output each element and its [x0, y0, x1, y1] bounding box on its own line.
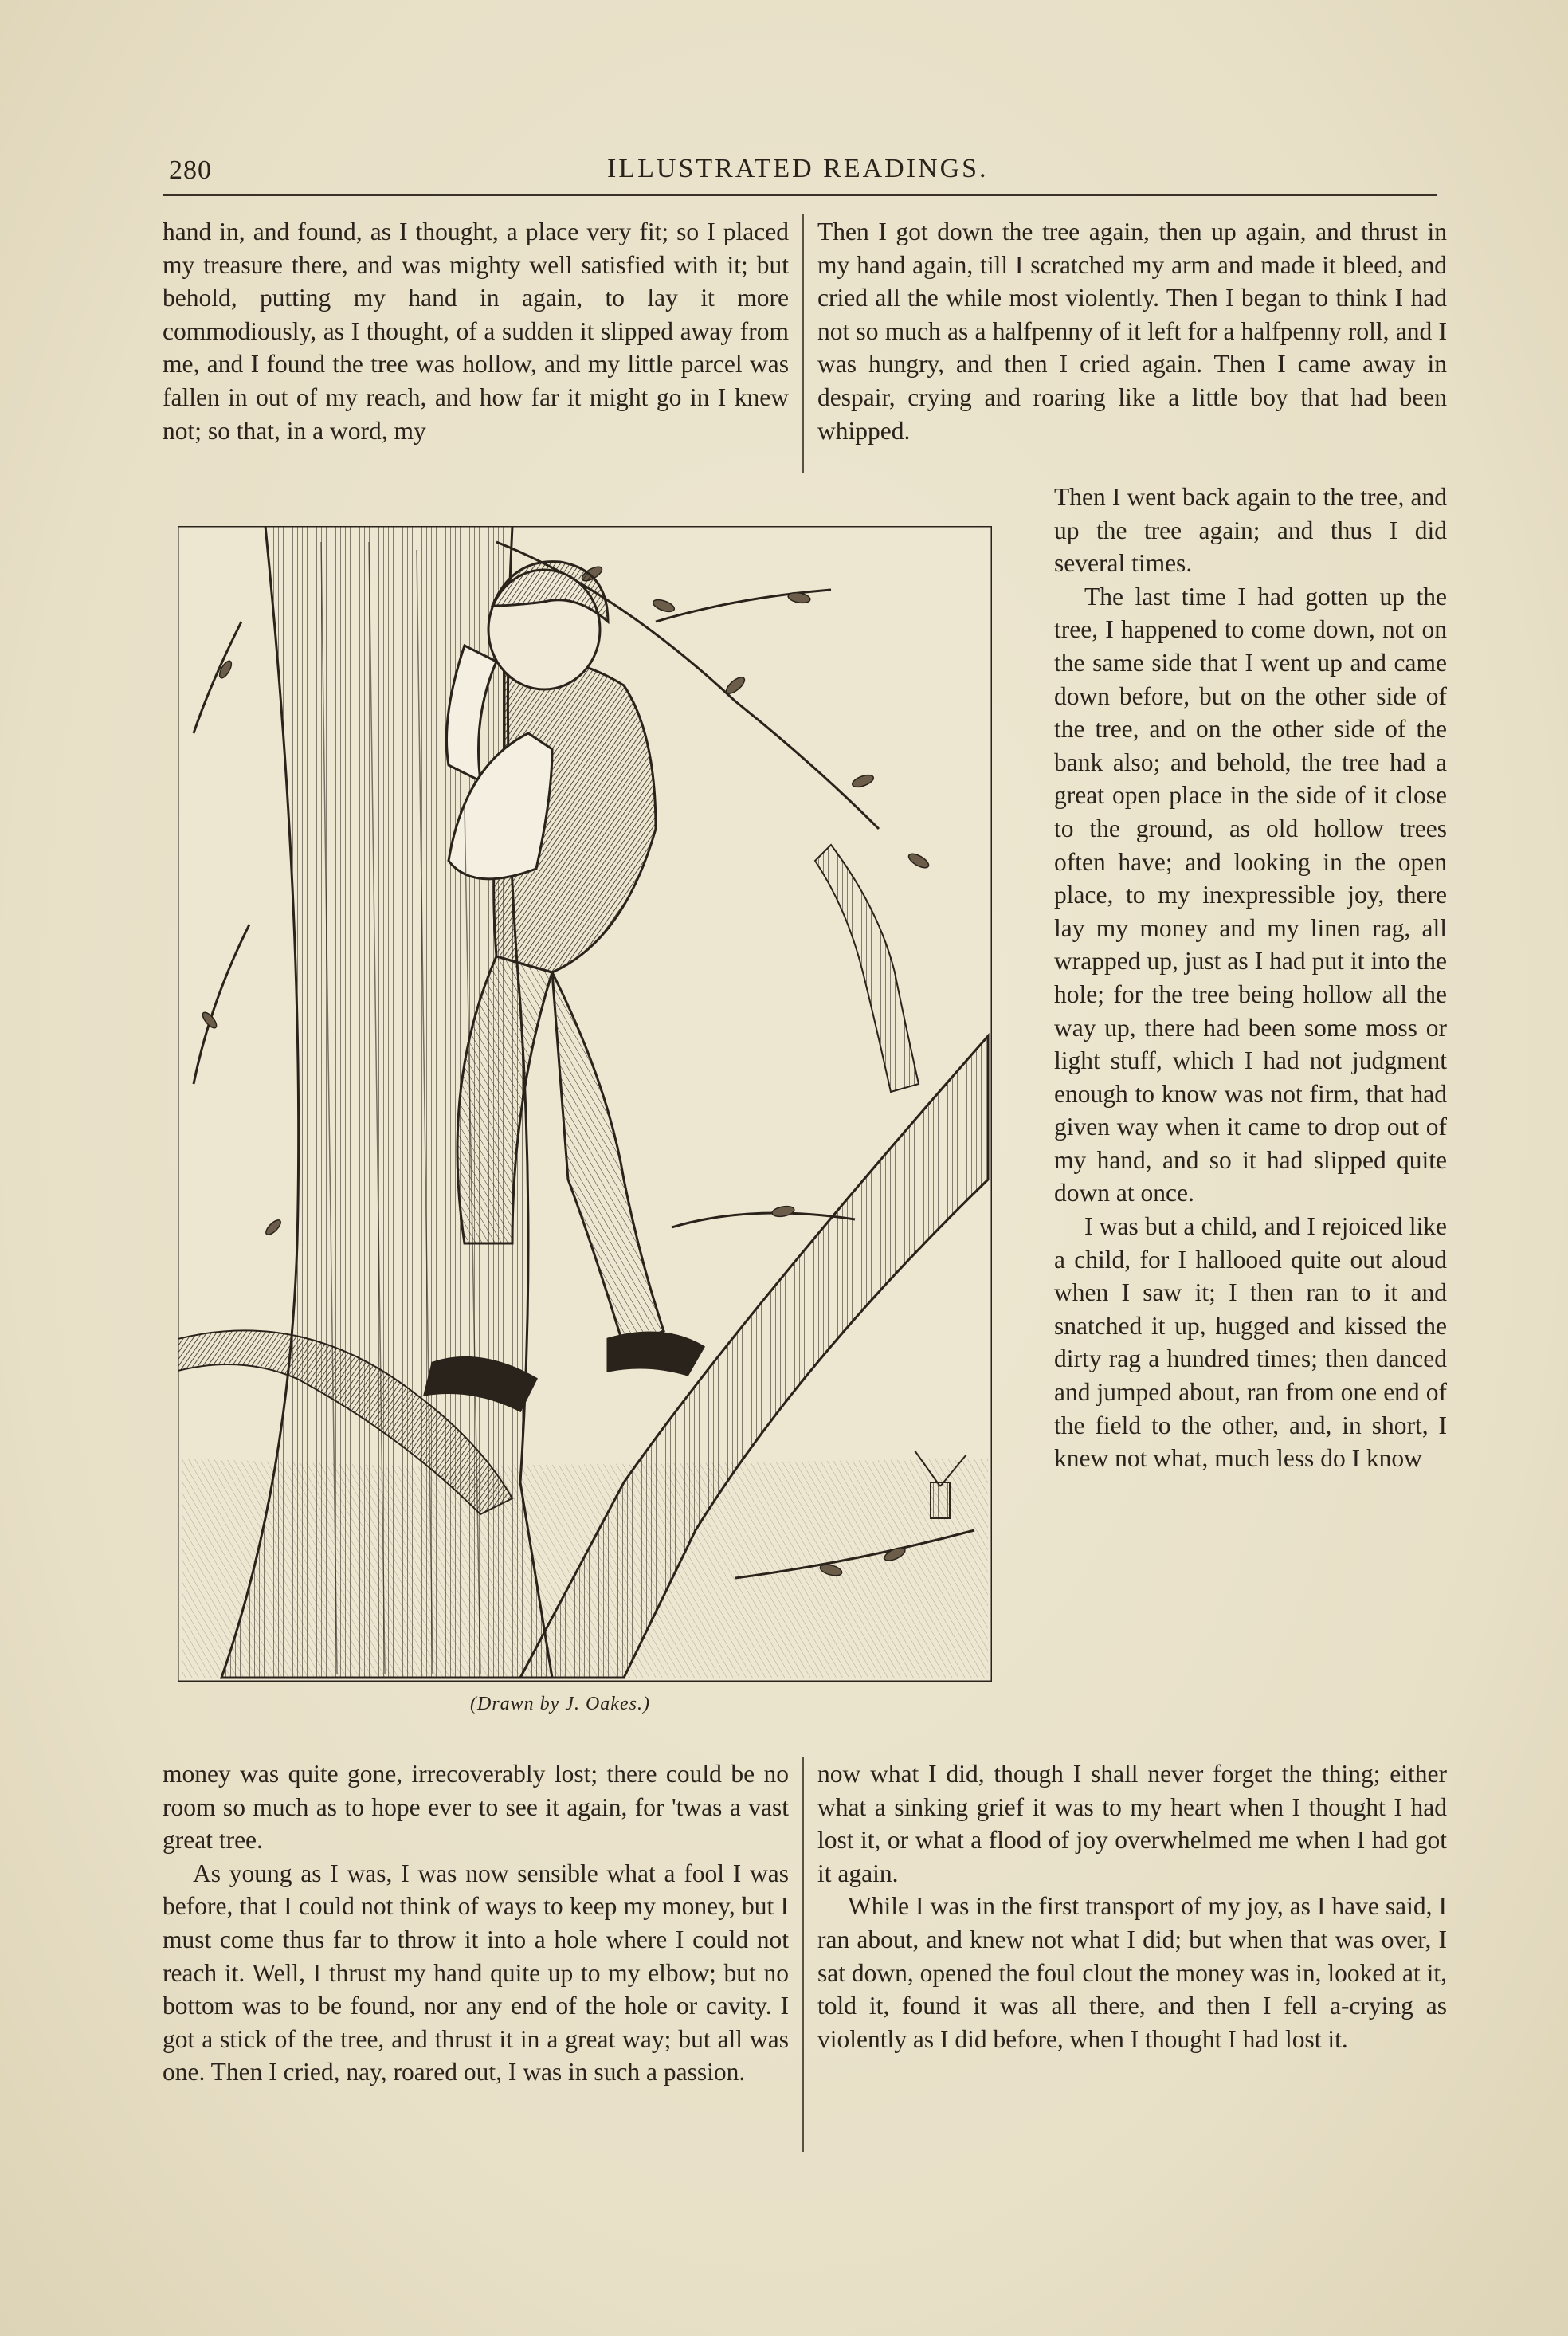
paragraph: While I was in the first transport of my joy, as I have said, I ran about, and knew not what I did; but when that was over, I sat down, opened the foul clout the money was in, looked at it, told it, found it was all there, and then I fell a-crying as violently as I did before, when I thought I had lost it.	[817, 1892, 1447, 2053]
paragraph: now what I did, though I shall never forget the thing; either what a sinking grief it was to my heart when I thought I had lost it, or what a flood of joy overwhelmed me when I had got it again.	[817, 1760, 1447, 1887]
column-divider-bottom	[802, 1757, 804, 2152]
paragraph: The last time I had gotten up the tree, I happened to come down, not on the same side that I went up and came down before, but on the other side of the tree, and on the other side of the bank also; and behold, the tree had a great open place in the side of it close to the ground, as old hollow trees often have; and looking in the open place, to my inexpressible joy, there lay my money and my linen rag, all wrapped up, just as I had put it into the hole; for the tree being hollow all the way up, there had been some moss or light stuff, which I had not judgment enough to know was not firm, that had given way when it came to drop out of my hand, and so it had slipped quite down at once.	[1054, 582, 1447, 1207]
paragraph: money was quite gone, irrecoverably lost; there could be no room so much as to hope ever to see it again, for 'twas a vast great tree.	[163, 1760, 789, 1855]
illustration-caption: (Drawn by J. Oakes.)	[470, 1694, 650, 1714]
engraving-boy-in-tree	[178, 526, 992, 1682]
paragraph: I was but a child, and I rejoiced like a child, for I hallooed quite out aloud when I saw it; I then ran to it and snatched it up, hugged and kissed the dirty rag a hundred times; then danced and jumped about, ran from one end of the field to the other, and, in short, I knew not what, much less do I know	[1054, 1212, 1447, 1473]
paragraph: As young as I was, I was now sensible what a fool I was before, that I could not think of ways to keep my money, but I must come thus far to throw it into a hole where I could not reach it. Well, I thrust my hand quite up to my elbow; but no bottom was to be found, nor any end of the hole or cavity. I got a stick of the tree, and thrust it in a great way; but all was one. Then I cried, nay, roared out, I was in such a passion.	[163, 1859, 789, 2087]
page-number: 280	[169, 155, 212, 185]
running-title: ILLUSTRATED READINGS.	[607, 154, 989, 183]
bottom-right-column	[817, 1757, 1447, 2055]
top-left-column	[163, 215, 789, 447]
column-divider-top	[802, 214, 804, 473]
paragraph: Then I got down the tree again, then up again, and thrust in my hand again, till I scratched my arm and made it bleed, and cried all the while most violently. Then I began to think I had not so much as a halfpenny of it left for a halfpenny roll, and I was hungry, and then I cried again. Then I came away in despair, crying and roaring like a little boy that had been whipped.	[817, 218, 1447, 445]
header-rule	[163, 194, 1437, 196]
text-beside-illustration	[1054, 481, 1447, 1475]
top-right-column	[817, 215, 1447, 447]
paragraph: hand in, and found, as I thought, a place very fit; so I placed my treasure there, and was mighty well satisfied with it; but behold, putting my hand in again, to lay it more commodiously, as I thought, of a sudden it slipped away from me, and I found the tree was hollow, and my little parcel was fallen in out of my reach, and how far it might go in I knew not; so that, in a word, my	[163, 218, 789, 445]
bottom-left-column	[163, 1757, 789, 2089]
paragraph: Then I went back again to the tree, and up the tree again; and thus I did several times.	[1054, 483, 1447, 578]
